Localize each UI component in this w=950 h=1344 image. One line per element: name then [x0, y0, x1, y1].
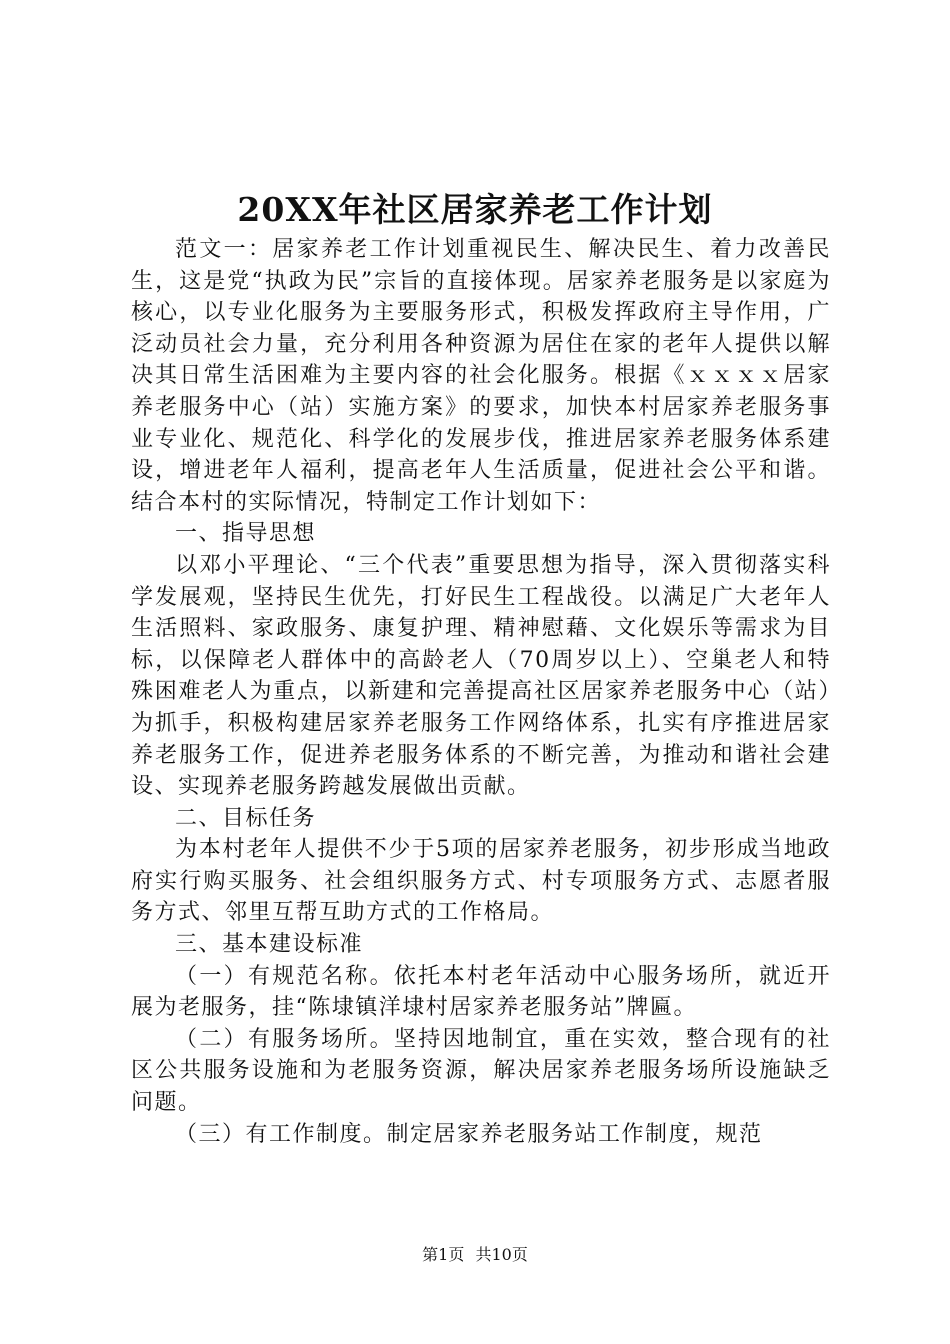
paragraph-intro: 范文一：居家养老工作计划重视民生、解决民生、着力改善民生，这是党“执政为民”宗旨的直接体现。居家养老服务是以家庭为核心，以专业化服务为主要服务形式，积极发挥政府主导作用，广泛动员社会力量，充分利用各种资源为居住在家的老年人提供以解决其日常生活困难为主要内容的社会化服务。根据《ｘｘｘｘ居家养老服务中心（站）实施方案》的要求，加快本村居家养老服务事业专业化、规范化、科学化的发展步伐，推进居家养老服务体系建设，增进老年人福利，提高老年人生活质量，促进社会公平和谐。结合本村的实际情况，特制定工作计划如下： — [131, 237, 831, 515]
paragraph-standard-venue: （二）有服务场所。坚持因地制宜，重在实效，整合现有的社区公共服务设施和为老服务资源，解决居家养老服务场所设施缺乏问题。 — [131, 1026, 831, 1116]
document-title: 20XX年社区居家养老工作计划 — [237, 190, 713, 229]
page-number: 第1页 — [422, 1245, 465, 1264]
paragraph-goals: 为本村老年人提供不少于5项的居家养老服务，初步形成当地政府实行购买服务、社会组织服务方式、村专项服务方式、志愿者服务方式、邻里互帮互助方式的工作格局。 — [131, 837, 831, 926]
paragraph-guiding-ideology: 以邓小平理论、“三个代表”重要思想为指导，深入贯彻落实科学发展观，坚持民生优先，打好民生工程战役。以满足广大老年人生活照料、家政服务、康复护理、精神慰藉、文化娱乐等需求为目标，以保障老人群体中的高龄老人（70周岁以上）、空巢老人和特殊困难老人为重点，以新建和完善提高社区居家养老服务中心（站）为抓手，积极构建居家养老服务工作网络体系，扎实有序推进居家养老服务工作，促进养老服务体系的不断完善，为推动和谐社会建设、实现养老服务跨越发展做出贡献。 — [131, 552, 831, 800]
page-footer — [0, 1244, 950, 1266]
document-body — [131, 234, 831, 1150]
page-total: 共10页 — [475, 1245, 528, 1264]
paragraph-standard-name: （一）有规范名称。依托本村老年活动中心服务场所，就近开展为老服务，挂“陈埭镇洋埭村居家养老服务站”牌匾。 — [131, 963, 831, 1021]
section-heading-goals: 二、目标任务 — [175, 805, 317, 831]
paragraph-standard-rules: （三）有工作制度。制定居家养老服务站工作制度，规范 — [175, 1121, 763, 1147]
section-heading-standards: 三、基本建设标准 — [175, 932, 364, 958]
section-heading-guiding-ideology: 一、指导思想 — [175, 521, 317, 547]
